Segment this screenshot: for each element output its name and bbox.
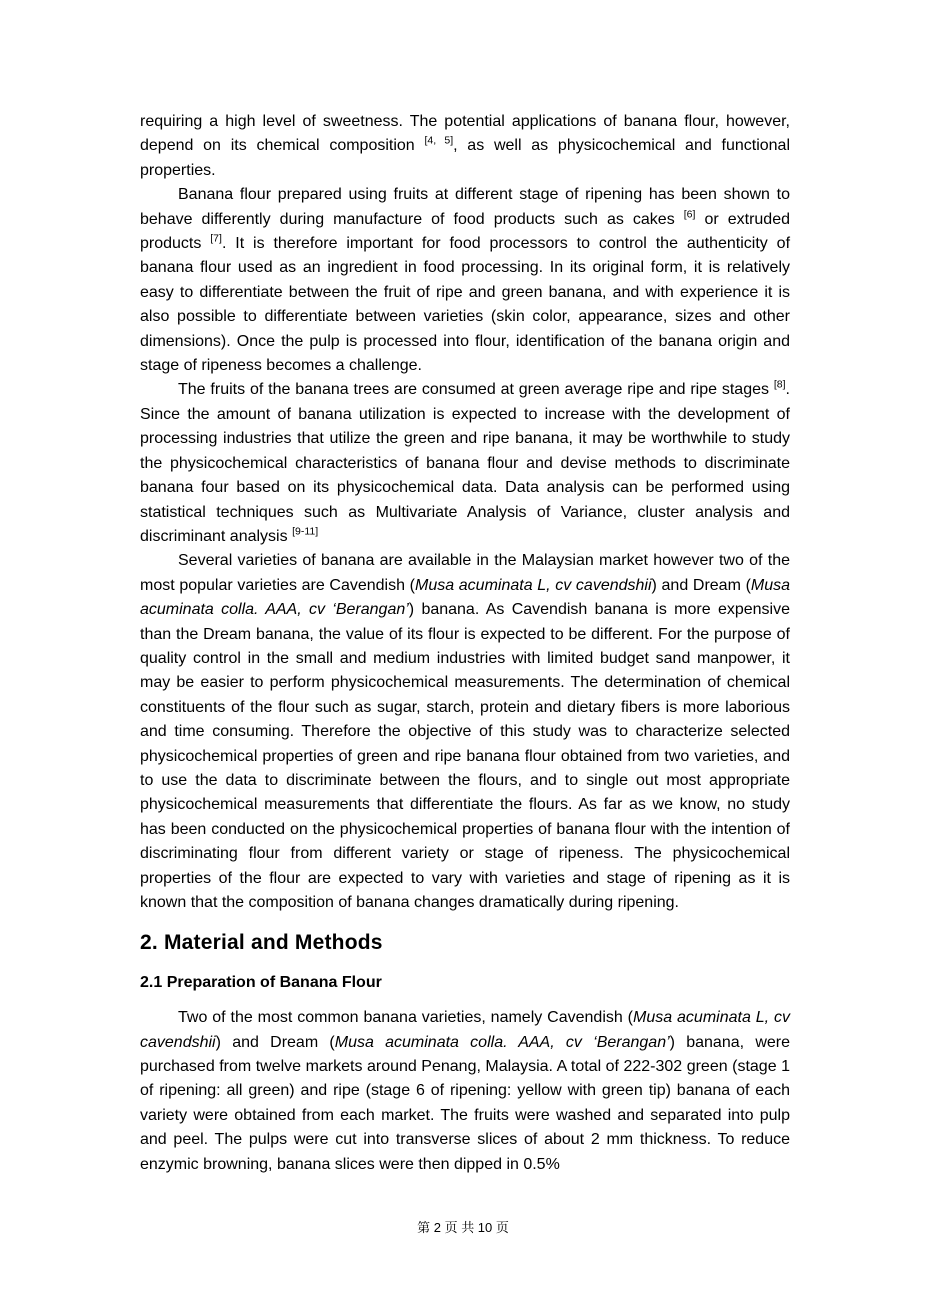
paragraph-ripening-stage xyxy=(140,183,790,378)
paragraph-banana-consumption xyxy=(140,378,790,549)
citation-reference: [9-11] xyxy=(292,525,319,538)
body-text: , as well as physicochemical and functional properties. xyxy=(140,137,790,179)
citation-reference: [6] xyxy=(683,208,696,221)
body-text: requiring a high level of sweetness. The potential applications of banana flour, however, depend on its chemical composition xyxy=(140,113,790,155)
citation-reference: [4, 5] xyxy=(424,135,454,148)
body-text: ) banana. As Cavendish banana is more expensive than the Dream banana, the value of its flour is expected to be different. For the purpose of quality control in the small and medium industries with limited budget sand manpower, it may be easier to perform physicochemical measurements. The determination of chemical constituents of the flour such as sugar, starch, protein and dietary fibers is more laborious and time consuming. Therefore the objective of this study was to characterize selected physicochemical properties of green and ripe banana flour obtained from two varieties, and to use the data to discriminate between the flours, and to single out most appropriate physicochemical measurements that differentiate the flours. As far as we know, no study has been conducted on the physicochemical properties of banana flour with the intention of discriminating flour from different variety or stage of ripeness. The physicochemical properties of the flour are expected to vary with varieties and stage of ripening as it is known that the composition of banana changes dramatically during ripening. xyxy=(140,601,790,911)
citation-reference: [7] xyxy=(210,232,222,245)
species-name-italic: Musa acuminata colla. AAA, cv ‘Berangan’ xyxy=(334,1033,670,1051)
citation-reference: [8] xyxy=(773,379,786,392)
body-text: . Since the amount of banana utilization is expected to increase with the development of processing industries that utilize the green and ripe banana, it may be worthwhile to study the physicochemical characteristics of banana flour and devise methods to discriminate banana four based on its physicochemical data. Data analysis can be performed using statistical techniques such as Multivariate Analysis of Variance, cluster analysis and discriminant analysis xyxy=(140,381,790,545)
body-text: ) and Dream ( xyxy=(651,576,751,594)
species-name-italic: Musa acuminata L, cv cavendshii xyxy=(140,1009,790,1051)
page-footer xyxy=(0,1217,926,1236)
paragraph-varieties-objective xyxy=(140,549,790,915)
body-text: ) banana, were purchased from twelve markets around Penang, Malaysia. A total of 222-302 green (stage 1 of ripening: all green) and ripe (stage 6 of ripening: yellow with green tip) banana of each variety were obtained from each market. The fruits were washed and separated into pulp and peel. The pulps were cut into transverse slices of about 2 mm thickness. To reduce enzymic browning, banana slices were then dipped in 0.5% xyxy=(140,1033,791,1173)
species-name-italic: Musa acuminata L, cv cavendshii xyxy=(415,576,652,594)
body-text: Banana flour prepared using fruits at different stage of ripening has been shown to behave differently during manufacture of food products such as cakes xyxy=(140,186,790,228)
body-text: Two of the most common banana varieties, namely Cavendish ( xyxy=(178,1009,633,1027)
species-name-italic: Musa acuminata colla. AAA, cv ‘Berangan’ xyxy=(140,576,791,619)
paragraph-flour-applications xyxy=(140,110,790,183)
body-text: Several varieties of banana are available in the Malaysian market however two of the most popular varieties are Cavendish ( xyxy=(140,552,790,594)
subsection-heading: 2.1 Preparation of Banana Flour xyxy=(140,973,382,991)
paragraph-flour-preparation xyxy=(140,1006,790,1177)
body-text: The fruits of the banana trees are consumed at green average ripe and ripe stages xyxy=(178,381,774,399)
page-number-text: 第 2 页 共 10 页 xyxy=(417,1220,509,1235)
body-text: ) and Dream ( xyxy=(215,1033,335,1051)
section-heading: 2. Material and Methods xyxy=(140,931,383,955)
body-text: or extruded products xyxy=(140,210,790,253)
body-text: . It is therefore important for food processors to control the authenticity of banana flour used as an ingredient in food processing. In its original form, it is relatively easy to differentiate between the fruit of ripe and green banana, and with experience it is also possible to differentiate between varieties (skin color, appearance, sizes and other dimensions). Once the pulp is processed into flour, identification of the banana origin and stage of ripeness becomes a challenge. xyxy=(140,235,791,375)
page-body xyxy=(140,110,790,1177)
